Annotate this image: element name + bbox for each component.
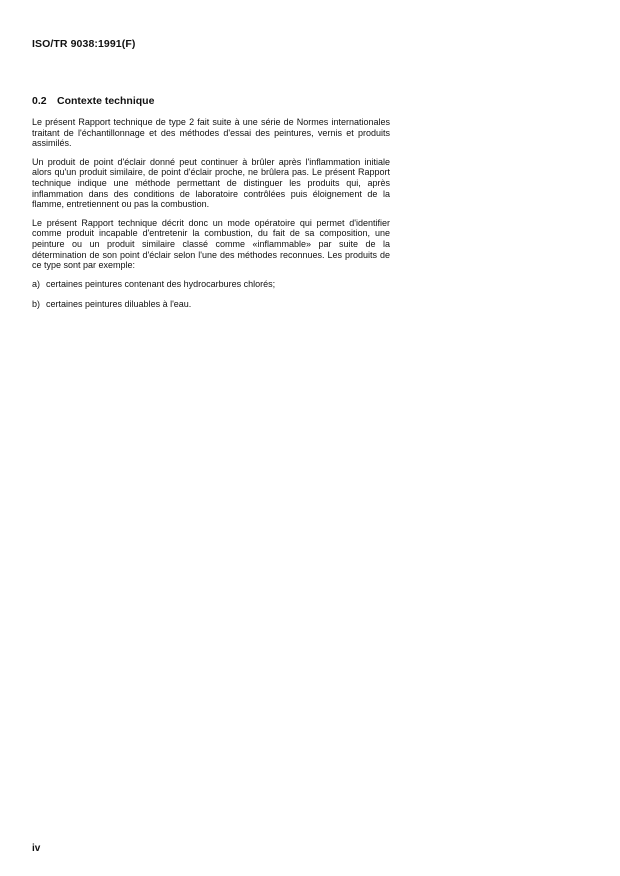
paragraph: Le présent Rapport technique de type 2 fait suite à une série de Normes internationales traitant de l'échantillonnage et des méthodes d'essai des peintures, vernis et produits assimilés. xyxy=(32,117,390,149)
list-marker: b) xyxy=(32,299,41,310)
section-title: Contexte technique xyxy=(57,95,155,107)
list-marker: a) xyxy=(32,278,41,289)
list-item-text: certaines peintures diluables à l'eau. xyxy=(46,299,192,310)
list-item xyxy=(32,299,390,310)
paragraph: Un produit de point d'éclair donné peut continuer à brûler après l'inflammation initiale alors qu'un produit similaire, de point d'éclair proche, ne brûlera pas. Le présent Rapport technique indique une méthode permettant de distinguer les produits qui, après inflammation dans des conditions de laboratoire contrôlées puis éloignement de la flamme, entretiennent ou pas la combustion. xyxy=(32,156,390,210)
document-id-header: ISO/TR 9038:1991(F) xyxy=(32,38,136,50)
list-item xyxy=(32,279,390,290)
list-item-text: certaines peintures contenant des hydrocarbures chlorés; xyxy=(46,278,276,289)
section-number: 0.2 xyxy=(32,95,47,107)
section-heading xyxy=(32,95,390,107)
page-number: iv xyxy=(32,843,41,854)
paragraph: Le présent Rapport technique décrit donc un mode opératoire qui permet d'identifier comme produit incapable d'entretenir la combustion, du fait de sa composition, une peinture ou un produit similaire classé comme «inflammable» par suite de la détermination de son point d'éclair selon l'une des méthodes reconnues. Les produits de ce type sont par exemple: xyxy=(32,217,390,271)
page-content xyxy=(32,95,390,320)
